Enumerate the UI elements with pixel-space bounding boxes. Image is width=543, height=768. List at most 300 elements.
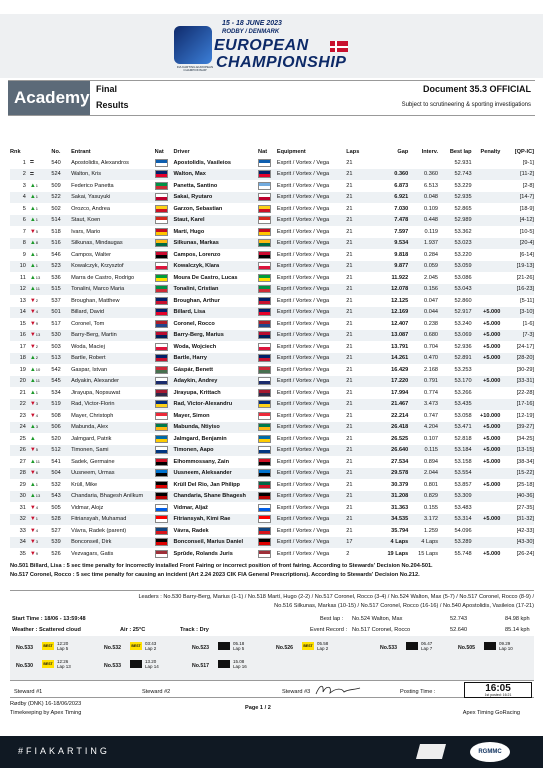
country-flag-icon (258, 412, 271, 420)
penalty-notes (10, 562, 534, 580)
country-flag-icon (155, 159, 168, 167)
penalty: +5.000 (475, 376, 503, 388)
equipment: Exprit / Vortex / Vega (276, 481, 330, 488)
best-sector-box (14, 658, 86, 676)
posting-time-note: 1st posted: 16:21 (484, 693, 512, 697)
event-record-driver: No.517 Coronel, Rocco (352, 627, 411, 633)
entrant-flag (155, 433, 174, 445)
category-name: Academy (8, 81, 90, 115)
equipment: Exprit / Vortex / Vega (276, 366, 330, 373)
denmark-flag-icon (330, 41, 348, 52)
driver-name: Vávra, Radek (173, 527, 209, 534)
penalty (475, 238, 503, 250)
position-change (30, 514, 52, 526)
position-change-value: 13 (35, 274, 41, 280)
laps: 21 (346, 422, 374, 434)
country-flag-icon (155, 389, 168, 397)
arrow-up-icon: ▲ (29, 274, 36, 281)
sector-kart-number: No.533 (16, 645, 34, 651)
driver-flag (258, 502, 277, 514)
laps: 21 (346, 159, 353, 166)
interval: 0.470 (411, 353, 441, 365)
penalty (475, 387, 503, 399)
gap (374, 157, 412, 169)
equipment: Exprit / Vortex / Vega (277, 215, 346, 227)
driver-flag (258, 514, 277, 526)
entrant-flag (155, 410, 174, 422)
sector-marker (484, 642, 496, 650)
kart-number: 527 (51, 527, 61, 534)
kart-number: 543 (51, 491, 71, 503)
arrow-down-icon: ▼ (29, 401, 36, 408)
entrant-flag (155, 537, 174, 549)
sector-kart-number: No.533 (380, 645, 398, 651)
rank: 33 (19, 527, 26, 534)
result-row (10, 468, 534, 480)
rank: 35 (19, 550, 26, 557)
equipment: Exprit / Vortex / Vega (276, 412, 330, 419)
equipment: Exprit / Vortex / Vega (277, 353, 346, 365)
result-row (10, 456, 534, 468)
country-flag-icon (258, 285, 271, 293)
col-entrant: Entrant (71, 148, 91, 155)
qp-ic: [13-15] (502, 445, 534, 457)
laps: 21 (346, 389, 353, 396)
kart-number: 526 (51, 550, 61, 557)
best-lap: 53.069 (441, 330, 475, 342)
kart-number: 546 (51, 251, 61, 258)
kart-number: 540 (51, 159, 61, 166)
penalty-note: No.517 Coronel, Rocco : 5 sec time penalty for causing an incident (Art 2.24 2023 CIK FIA General Prescriptions). According to Stewards' Decision No.212. (10, 572, 420, 578)
entrant-name: Vávra, Radek (parent) (71, 527, 127, 534)
qp-ic: [31-32] (502, 514, 534, 526)
result-row (10, 364, 534, 376)
rank: 1 (22, 159, 26, 166)
country-flag-icon (155, 262, 168, 270)
position-change-value: 1 (35, 389, 38, 395)
entrant-flag (155, 203, 174, 215)
qp-ic: [11-2] (502, 169, 534, 181)
arrow-up-icon: ▲ (29, 366, 36, 373)
best-sector-box (456, 640, 528, 658)
interval: 4.204 (411, 422, 441, 434)
driver-flag (258, 376, 277, 388)
driver-name: Jalmgard, Benjamin (173, 435, 227, 442)
entrant-name: Kowalczyk, Krzysztof (71, 261, 155, 273)
sector-lap: Lap 2 (145, 646, 157, 651)
country-flag-icon (258, 515, 271, 523)
entrant-name: Bartle, Robert (71, 353, 155, 365)
entrant-name: Staut, Koen (71, 215, 155, 227)
driver-flag (258, 261, 277, 273)
position-change-value: 3 (35, 401, 38, 407)
position-change (30, 341, 52, 353)
laps: 21 (346, 169, 374, 181)
laps: 21 (346, 320, 353, 327)
kart-number: 520 (51, 435, 61, 442)
penalty (475, 169, 503, 181)
kart-number: 524 (51, 169, 71, 181)
gap: 14.261 (374, 353, 412, 365)
qp-ic: [26-24] (516, 550, 534, 557)
position-change (30, 445, 52, 457)
interval: 4 Laps (411, 537, 441, 549)
best-lap: 53.471 (441, 422, 475, 434)
session-name: Final (96, 84, 118, 94)
equipment: Exprit / Vortex / Vega (277, 330, 346, 342)
best-lap-driver: No.524 Walton, Max (352, 616, 403, 622)
best-lap-time: 52.743 (450, 616, 468, 622)
country-flag-icon (258, 504, 271, 512)
gap: 21.467 (374, 399, 412, 411)
col-qp-ic: [QP-IC] (514, 148, 534, 155)
result-row (10, 341, 534, 353)
result-row (10, 180, 534, 192)
interval: 15 Laps (418, 550, 439, 557)
driver-flag (258, 169, 277, 181)
entrant-flag (155, 180, 174, 192)
penalty (475, 226, 503, 238)
position-change (30, 525, 52, 537)
interval: 0.680 (411, 330, 441, 342)
country-flag-icon (155, 538, 168, 546)
position-change (30, 410, 52, 422)
rank: 28 (10, 468, 30, 480)
laps: 21 (346, 353, 374, 365)
rank: 19 (19, 366, 26, 373)
best-lap: 53.158 (454, 458, 472, 465)
fia-karting-logo (174, 26, 212, 64)
penalty (475, 364, 503, 376)
event-record-time: 52.640 (450, 627, 468, 633)
arrow-down-icon: ▼ (29, 297, 36, 304)
country-flag-icon (258, 182, 271, 190)
entrant-flag (155, 330, 174, 342)
best-lap: 53.023 (441, 238, 475, 250)
equipment: Exprit / Vortex / Vega (276, 527, 330, 534)
country-flag-icon (155, 469, 168, 477)
interval: 0.059 (411, 261, 441, 273)
equipment: Exprit / Vortex / Vega (277, 284, 346, 296)
position-change (30, 330, 52, 342)
sector-time (421, 641, 432, 651)
document-number: Document 35.3 OFFICIAL (422, 84, 531, 94)
rank: 16 (10, 330, 30, 342)
country-flag-icon (258, 527, 271, 535)
rank: 10 (10, 261, 30, 273)
footer-apex: Apex Timing GoRacing (462, 710, 520, 716)
kart-number: 537 (51, 297, 61, 304)
gap: 12.407 (391, 320, 409, 327)
sector-kart-number: No.505 (458, 645, 476, 651)
entrant-name: Gaspar, Istvan (71, 366, 108, 373)
qp-ic: [5-11] (520, 297, 534, 304)
result-row (10, 330, 534, 342)
position-change (30, 226, 52, 238)
arrow-down-icon: ▼ (29, 516, 36, 523)
laps: 21 (346, 228, 353, 235)
best-sector-badge: BEST (43, 662, 53, 666)
entrant-name: Barry-Berg, Martin (71, 330, 155, 342)
entrant-name: Silkunas, Mindaugas (71, 238, 155, 250)
qp-ic: [6-14] (519, 251, 534, 258)
gap: 30.379 (391, 481, 409, 488)
entrant-flag (155, 456, 174, 468)
gap: 17.994 (391, 389, 409, 396)
qp-ic: [27-35] (516, 504, 534, 511)
rank: 9 (22, 251, 26, 258)
position-change-value: 2 (35, 355, 38, 361)
interval: 2.044 (411, 468, 441, 480)
driver-flag (258, 318, 277, 330)
position-change-value: 2 (35, 297, 38, 303)
country-flag-icon (155, 481, 168, 489)
driver-flag (258, 548, 277, 560)
result-row (10, 169, 534, 181)
sector-kart-number: No.517 (192, 663, 210, 669)
position-change-value: 4 (35, 309, 38, 315)
result-row (10, 192, 534, 204)
entrant-name: Jirayupa, Nopsuwat (71, 389, 121, 396)
laps: 21 (346, 481, 353, 488)
driver-name: Moura De Castro, Lucas (173, 274, 238, 281)
event-title-line1: EUROPEAN (214, 37, 309, 54)
penalty: +5.000 (475, 422, 503, 434)
position-change (30, 479, 52, 491)
position-change-value: 6 (35, 470, 38, 476)
laps: 21 (346, 491, 374, 503)
rank: 30 (10, 491, 30, 503)
gap: 6.921 (374, 192, 412, 204)
interval: 0.119 (424, 228, 439, 235)
sector-lap: Lap 10 (499, 646, 513, 651)
driver-name: Silkunas, Markas (173, 238, 258, 250)
driver-name: Krüll Del Rio, Jan Philipp (173, 481, 240, 488)
penalty-note: No.501 Billard, Lisa : 5 sec time penalty for incorrectly installed Front Fairing or incorrect position of front fairing. According to Stewards' Decision No.204-501. (10, 563, 433, 569)
position-change-value: 5 (35, 447, 38, 453)
driver-flag (258, 180, 277, 192)
position-change (30, 284, 52, 296)
laps: 21 (346, 307, 374, 319)
driver-name: Barry-Berg, Marius (173, 330, 258, 342)
qp-ic: [15-22] (502, 468, 534, 480)
sponsor-logo (416, 744, 446, 759)
arrow-up-icon: ▲ (29, 240, 36, 247)
entrant-name: Mabunda, Alex (71, 422, 155, 434)
result-row (10, 491, 534, 503)
arrow-up-icon: ▲ (29, 263, 36, 270)
rank: 14 (10, 307, 30, 319)
country-flag-icon (155, 251, 168, 259)
entrant-flag (155, 376, 174, 388)
arrow-down-icon: ▼ (29, 539, 36, 546)
penalty: +5.000 (475, 353, 503, 365)
country-flag-icon (258, 377, 271, 385)
best-lap: 53.289 (441, 537, 475, 549)
best-lap: 52.917 (441, 307, 475, 319)
laps: 21 (346, 468, 374, 480)
position-change (30, 272, 52, 284)
entrant-flag (155, 157, 174, 169)
laps: 21 (346, 261, 374, 273)
best-lap: 53.554 (441, 468, 475, 480)
penalty: +5.000 (475, 514, 503, 526)
driver-name: Tonalini, Cristian (173, 284, 258, 296)
equipment: Exprit / Vortex / Vega (277, 537, 346, 549)
position-change-value: 8 (35, 240, 38, 246)
entrant-name: Jalmgard, Patrik (71, 435, 112, 442)
best-lap: 52.989 (441, 215, 475, 227)
position-change (30, 456, 52, 468)
laps: 21 (346, 458, 353, 465)
col-equipment: Equipment (276, 148, 306, 155)
country-flag-icon (258, 446, 271, 454)
driver-name: Coronel, Rocco (173, 320, 215, 327)
equipment: Exprit / Vortex / Vega (276, 504, 330, 511)
laps: 21 (346, 527, 353, 534)
arrow-up-icon: ▲ (29, 217, 36, 224)
country-flag-icon (258, 262, 271, 270)
interval: 0.044 (411, 307, 441, 319)
sector-lap: Lap 2 (317, 646, 329, 651)
penalty: +5.000 (483, 550, 501, 557)
country-flag-icon (155, 354, 168, 362)
interval: 0.047 (424, 297, 439, 304)
laps: 21 (346, 284, 374, 296)
position-change (30, 422, 52, 434)
col-penalty: Penalty (480, 148, 501, 155)
best-lap: 53.059 (441, 261, 475, 273)
entrant-flag (155, 272, 174, 284)
arrow-down-icon: ▼ (29, 550, 36, 557)
position-change-value: 9 (35, 550, 38, 556)
country-flag-icon (258, 389, 271, 397)
rank: 31 (19, 504, 26, 511)
rank: 13 (19, 297, 26, 304)
bottom-banner (0, 736, 543, 768)
position-change-value: 1 (35, 217, 38, 223)
penalty: +5.000 (483, 458, 501, 465)
equipment: Exprit / Vortex / Vega (276, 251, 330, 258)
stewards-row (10, 680, 534, 698)
country-flag-icon (258, 400, 271, 408)
best-lap-speed: 84.98 kph (505, 616, 530, 622)
qp-ic: [3-10] (502, 307, 534, 319)
country-flag-icon (258, 159, 271, 167)
laps: 21 (346, 192, 374, 204)
equipment: Exprit / Vortex / Vega (276, 274, 330, 281)
best-lap: 53.184 (441, 445, 475, 457)
position-change (30, 387, 52, 399)
results-header-row (10, 146, 534, 157)
driver-name: Gáspár, Benett (173, 366, 213, 373)
entrant-name: Sakai, Yasuyuki (71, 192, 155, 204)
interval: 0.238 (424, 320, 439, 327)
driver-name: Sprūde, Rolands Juris (173, 550, 233, 557)
arrow-up-icon: ▲ (29, 389, 36, 396)
result-row (10, 445, 534, 457)
sector-time (499, 641, 513, 651)
best-lap: 53.857 (454, 481, 472, 488)
best-lap: 52.860 (454, 297, 472, 304)
rank: 20 (10, 376, 30, 388)
rank: 24 (10, 422, 30, 434)
driver-name: Mayer, Simon (173, 412, 210, 419)
kart-number: 514 (51, 215, 71, 227)
arrow-up-icon: ▲ (29, 194, 36, 201)
entrant-name: Vezvagars, Gatis (71, 550, 114, 557)
arrow-down-icon: ▼ (29, 447, 36, 454)
penalty: +5.000 (483, 435, 501, 442)
driver-flag (258, 192, 277, 204)
driver-name: Uusneem, Aleksander (173, 468, 258, 480)
best-sector-box (102, 640, 174, 658)
country-flag-icon (155, 515, 168, 523)
arrow-down-icon: ▼ (29, 527, 36, 534)
result-row (10, 284, 534, 296)
position-change (30, 433, 52, 445)
laps: 21 (346, 274, 353, 281)
country-flag-icon (155, 331, 168, 339)
entrant-name: Chandaria, Bhagesh Anilkum (71, 491, 155, 503)
position-change-value: 1 (35, 516, 38, 522)
arrow-down-icon: ▼ (29, 309, 36, 316)
arrow-up-icon: ▲ (29, 424, 36, 431)
rank: 11 (20, 274, 26, 281)
country-flag-icon (155, 170, 168, 178)
result-row (10, 410, 534, 422)
result-row (10, 215, 534, 227)
penalty (475, 192, 503, 204)
country-flag-icon (155, 492, 168, 500)
driver-flag (258, 456, 277, 468)
arrow-down-icon: ▼ (29, 504, 36, 511)
driver-flag (258, 203, 277, 215)
rank: 6 (10, 215, 30, 227)
country-flag-icon (155, 216, 168, 224)
country-flag-icon (258, 538, 271, 546)
rank: 4 (10, 192, 30, 204)
kart-number: 523 (51, 261, 71, 273)
leaders-line: Leaders : No.530 Barry-Berg, Marius (1-1) / No.518 Martí, Hugo (2-2) / No.517 Coronel, Rocco (3-4) / No.524 Walton, Max (5-7) / No.517 Coronel, Rocco (8-9) / (138, 594, 534, 600)
gap: 0.360 (374, 169, 412, 181)
position-change (30, 157, 52, 169)
qp-ic: [14-7] (502, 192, 534, 204)
country-flag-icon (155, 366, 168, 374)
position-change (30, 364, 52, 376)
kart-number: 501 (51, 307, 71, 319)
qp-ic: [30-29] (516, 366, 534, 373)
qp-ic: [43-30] (502, 537, 534, 549)
country-flag-icon (258, 216, 271, 224)
interval: 2.045 (424, 274, 439, 281)
equipment: Exprit / Vortex / Vega (276, 320, 330, 327)
equipment: Exprit / Vortex / Vega (276, 297, 330, 304)
rank: 17 (19, 343, 26, 350)
result-row (10, 318, 534, 330)
entrant-flag (155, 226, 174, 238)
penalty (475, 537, 503, 549)
position-change (30, 249, 52, 261)
position-change-value: 10 (35, 366, 41, 372)
entrant-flag (155, 307, 174, 319)
qp-ic: [24-17] (516, 343, 534, 350)
rank: 18 (10, 353, 30, 365)
penalty: +5.000 (475, 330, 503, 342)
position-change-value: 3 (35, 539, 38, 545)
sector-time (57, 659, 71, 669)
qp-ic: [39-27] (502, 422, 534, 434)
